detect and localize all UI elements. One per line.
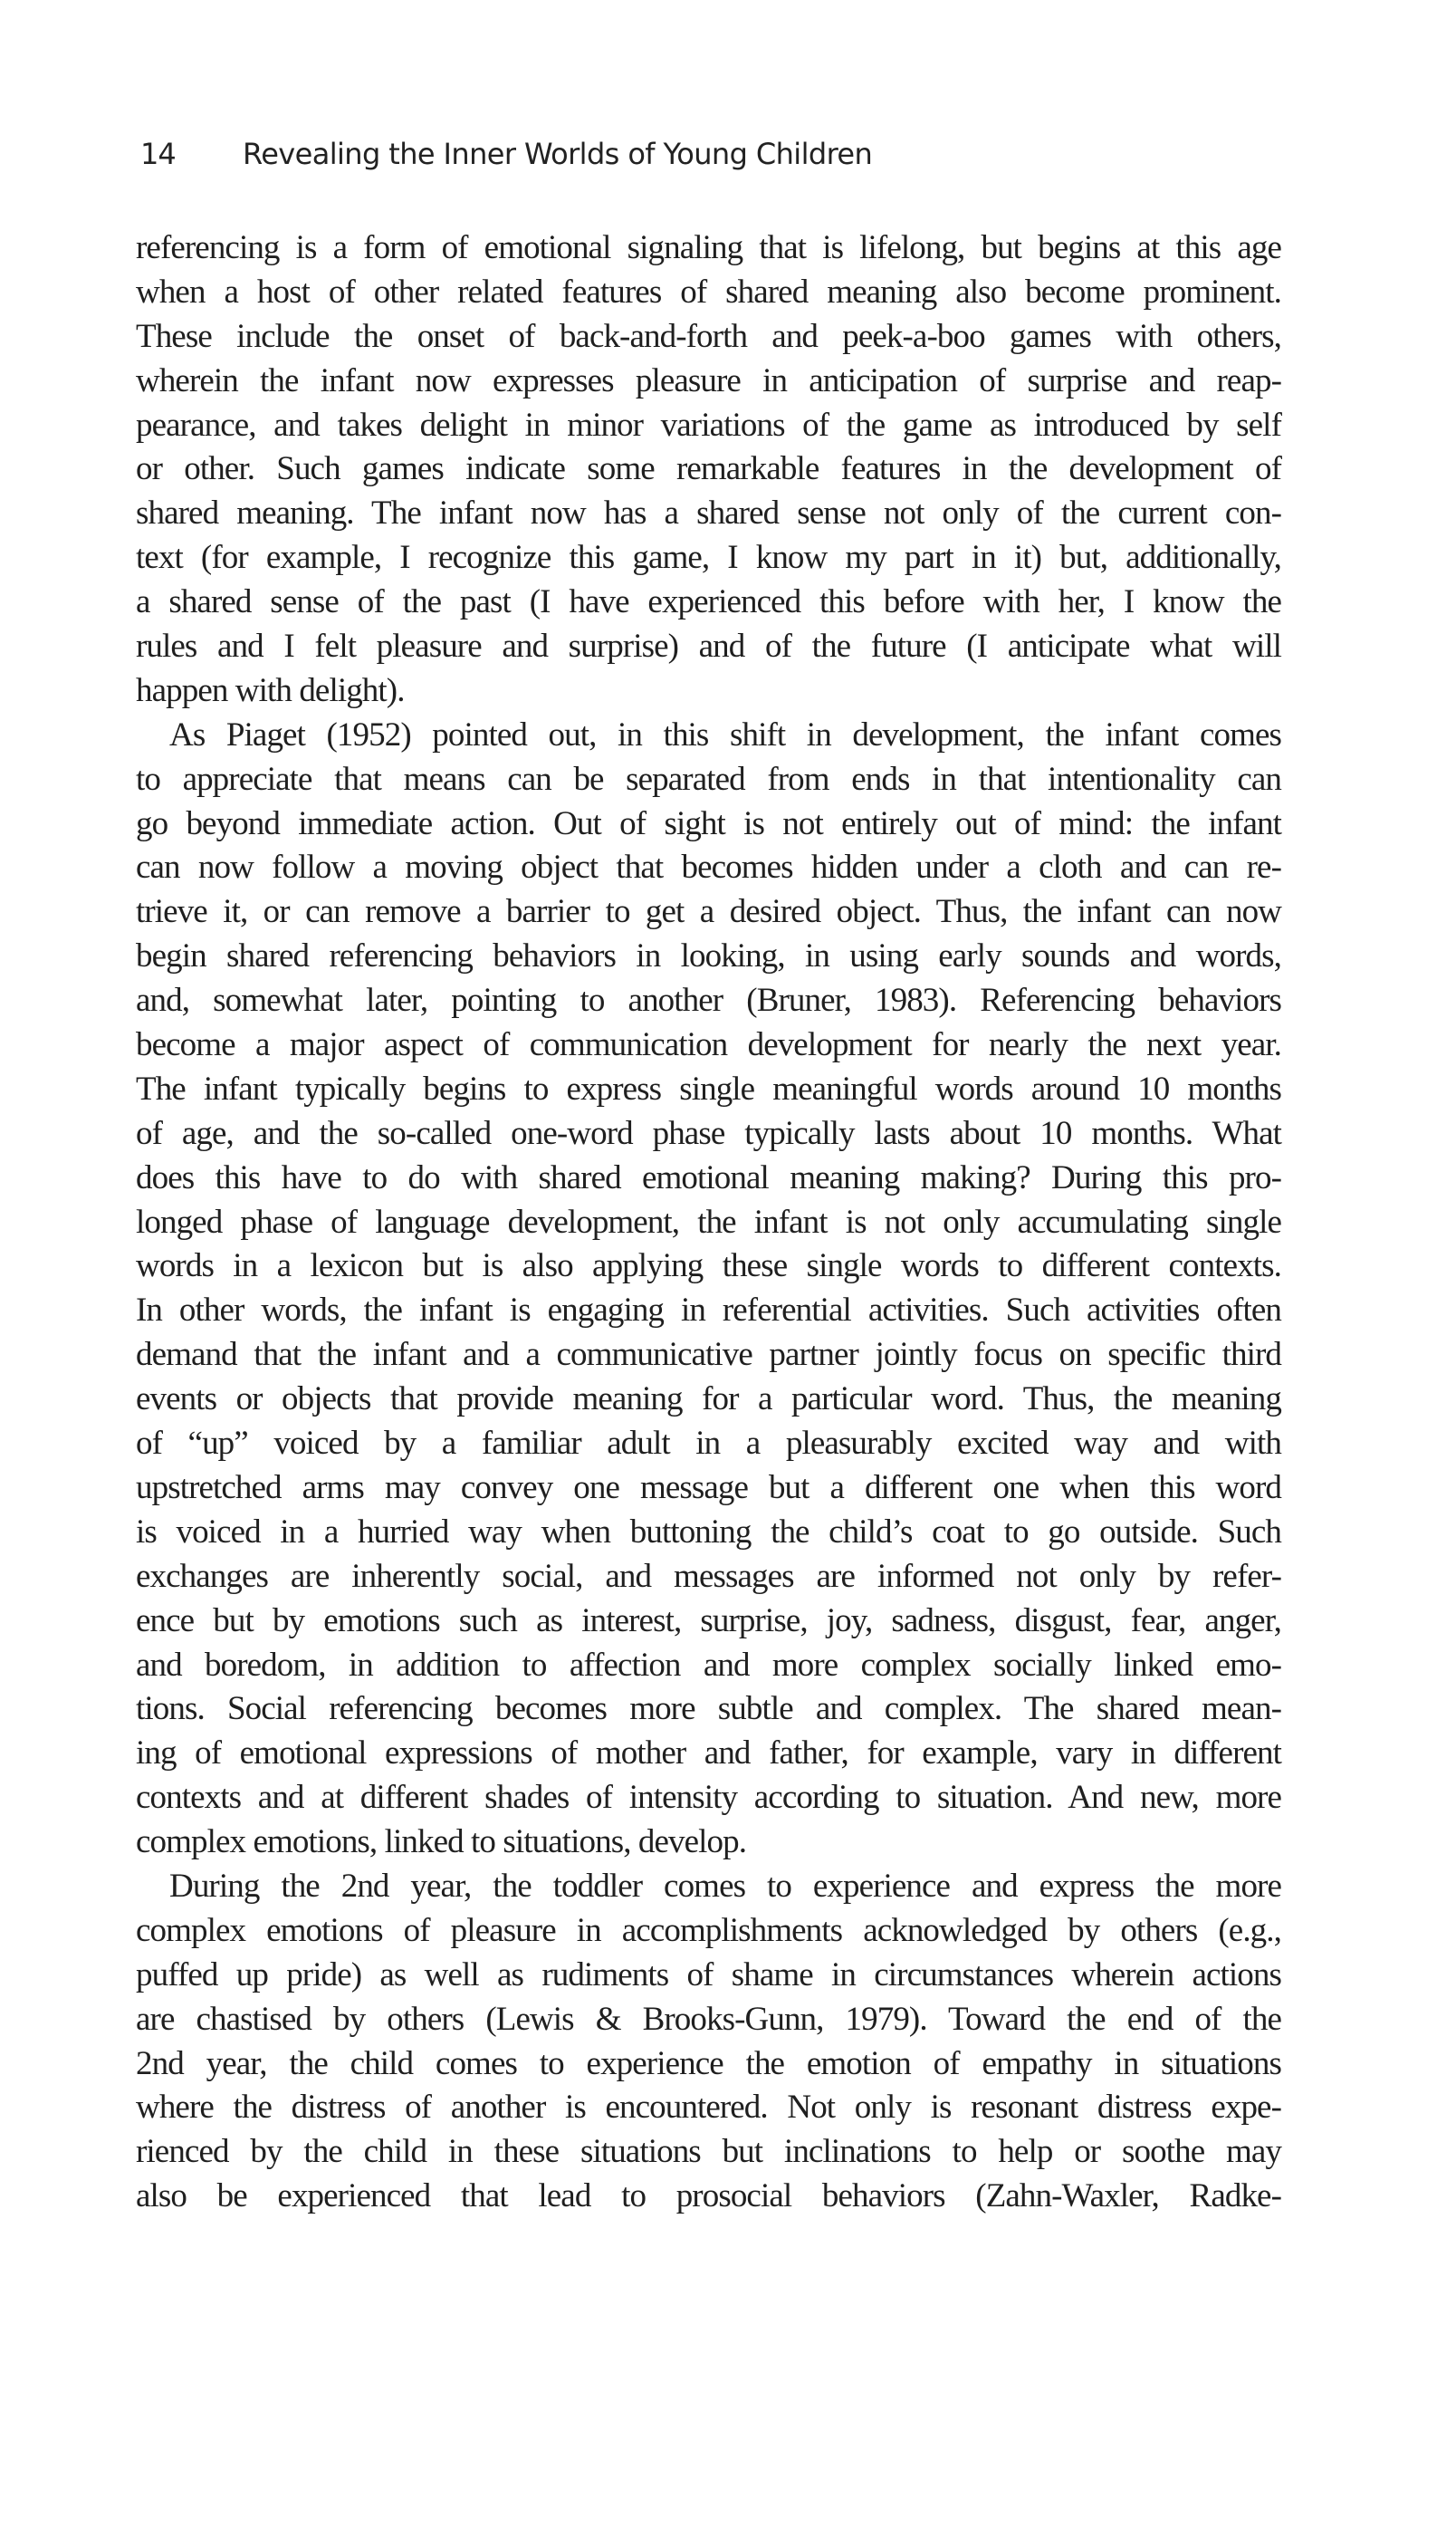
- text-line: become a major aspect of communication development for nearly the next year.: [136, 1026, 1281, 1064]
- running-title: Revealing the Inner Worlds of Young Children: [243, 137, 873, 171]
- text-line: also be experienced that lead to prosocial behaviors (Zahn-Waxler, Radke-: [136, 2177, 1281, 2215]
- text-line: or other. Such games indicate some remarkable features in the development of: [136, 450, 1281, 488]
- text-line: of “up” voiced by a familiar adult in a pleasurably excited way and with: [136, 1425, 1281, 1463]
- text-line: The infant typically begins to express single meaningful words around 10 months: [136, 1070, 1281, 1108]
- text-line: demand that the infant and a communicative partner jointly focus on specific third: [136, 1336, 1281, 1374]
- paragraph: [136, 714, 1281, 1865]
- text-line: puffed up pride) as well as rudiments of shame in circumstances wherein actions: [136, 1955, 1281, 1993]
- text-line: longed phase of language development, the infant is not only accumulating single: [136, 1203, 1281, 1241]
- text-line: In other words, the infant is engaging in referential activities. Such activities often: [136, 1292, 1281, 1330]
- text-line: tions. Social referencing becomes more subtle and complex. The shared mean-: [136, 1690, 1281, 1728]
- text-line: happen with delight).: [136, 671, 405, 709]
- text-line: 2nd year, the child comes to experience the emotion of empathy in situations: [136, 2044, 1281, 2082]
- text-line: wherein the infant now expresses pleasure in anticipation of surprise and reap-: [136, 361, 1281, 399]
- text-line: complex emotions of pleasure in accomplishments acknowledged by others (e.g.,: [136, 1911, 1281, 1949]
- paragraph: [136, 1865, 1281, 2219]
- text-line: can now follow a moving object that becomes hidden under a cloth and can re-: [136, 849, 1281, 887]
- text-line: ence but by emotions such as interest, surprise, joy, sadness, disgust, fear, anger,: [136, 1601, 1281, 1639]
- text-line: pearance, and takes delight in minor variations of the game as introduced by self: [136, 406, 1281, 444]
- text-line: a shared sense of the past (I have experienced this before with her, I know the: [136, 583, 1281, 621]
- text-line: does this have to do with shared emotional meaning making? During this pro-: [136, 1158, 1281, 1196]
- text-line: rules and I felt pleasure and surprise) and of the future (I anticipate what will: [136, 628, 1281, 666]
- page-number: 14: [140, 137, 176, 171]
- text-line: of age, and the so-called one-word phase typically lasts about 10 months. What: [136, 1114, 1281, 1152]
- text-line: where the distress of another is encountered. Not only is resonant distress expe-: [136, 2089, 1281, 2127]
- text-line: words in a lexicon but is also applying these single words to different contexts.: [136, 1247, 1281, 1285]
- text-line: upstretched arms may convey one message but a different one when this word: [136, 1468, 1281, 1506]
- text-line: to appreciate that means can be separated from ends in that intentionality can: [136, 760, 1281, 798]
- text-line: As Piaget (1952) pointed out, in this shift in development, the infant comes: [169, 716, 1281, 754]
- body-text: [136, 226, 1281, 2219]
- text-line: referencing is a form of emotional signaling that is lifelong, but begins at this age: [136, 229, 1281, 266]
- text-line: trieve it, or can remove a barrier to get a desired object. Thus, the infant can now: [136, 893, 1281, 931]
- text-line: and boredom, in addition to affection and more complex socially linked emo-: [136, 1646, 1281, 1684]
- text-line: go beyond immediate action. Out of sight is not entirely out of mind: the infant: [136, 804, 1281, 842]
- text-line: events or objects that provide meaning for a particular word. Thus, the meaning: [136, 1380, 1281, 1418]
- text-line: begin shared referencing behaviors in looking, in using early sounds and words,: [136, 937, 1281, 975]
- text-line: complex emotions, linked to situations, develop.: [136, 1823, 747, 1861]
- text-line: ing of emotional expressions of mother and father, for example, vary in different: [136, 1734, 1281, 1772]
- text-line: text (for example, I recognize this game, I know my part in it) but, additionally,: [136, 539, 1281, 577]
- text-line: are chastised by others (Lewis & Brooks-Gunn, 1979). Toward the end of the: [136, 2000, 1281, 2038]
- running-header: [140, 132, 872, 176]
- text-line: During the 2nd year, the toddler comes to experience and express the more: [169, 1867, 1281, 1905]
- text-line: is voiced in a hurried way when buttoning the child’s coat to go outside. Such: [136, 1513, 1281, 1551]
- text-line: rienced by the child in these situations but inclinations to help or soothe may: [136, 2133, 1281, 2171]
- text-line: and, somewhat later, pointing to another (Bruner, 1983). Referencing behaviors: [136, 982, 1281, 1020]
- text-line: These include the onset of back-and-forth and peek-a-boo games with others,: [136, 317, 1281, 355]
- paragraph: [136, 226, 1281, 714]
- text-line: when a host of other related features of shared meaning also become prominent.: [136, 273, 1281, 311]
- text-line: contexts and at different shades of intensity according to situation. And new, more: [136, 1779, 1281, 1817]
- text-line: shared meaning. The infant now has a shared sense not only of the current con-: [136, 495, 1281, 533]
- text-line: exchanges are inherently social, and messages are informed not only by refer-: [136, 1557, 1281, 1595]
